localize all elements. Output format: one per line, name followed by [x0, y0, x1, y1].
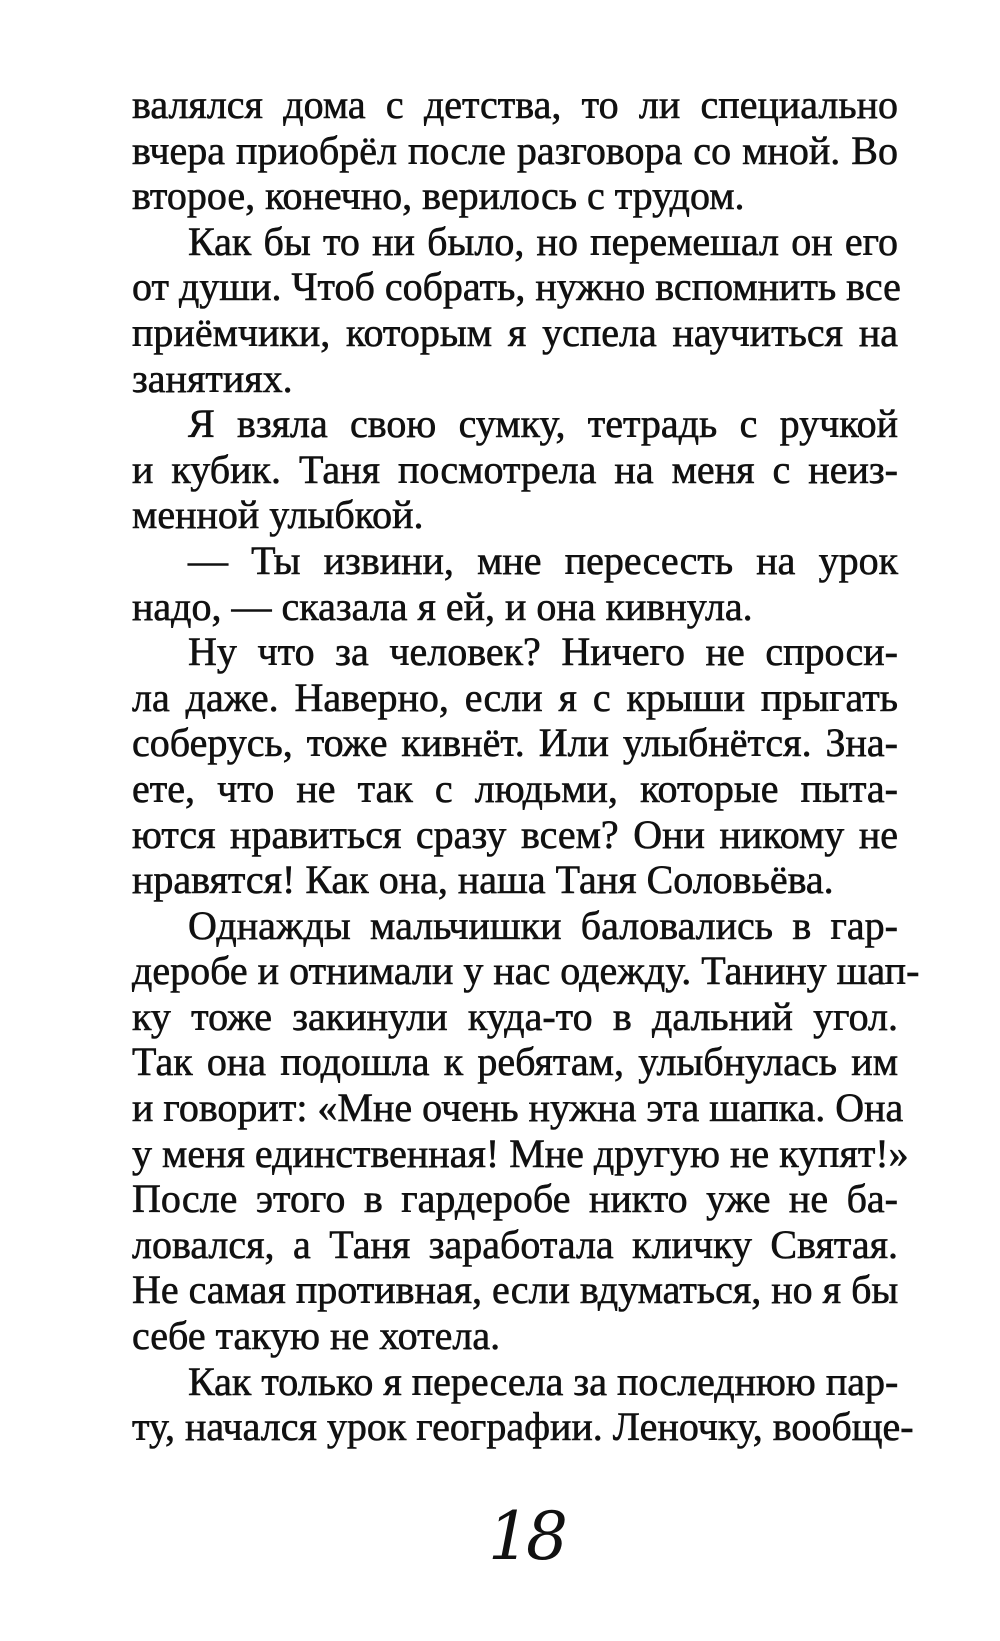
text-line: и говорит: «Мне очень нужна эта шапка. Она: [132, 1085, 904, 1131]
text-line: от души. Чтоб собрать, нужно вспомнить все: [132, 264, 901, 310]
text-line: ете, что не так с людьми, которые пыта-: [132, 765, 898, 811]
text-line: себе такую не хотела.: [132, 1313, 501, 1359]
page-text: [132, 82, 920, 1450]
text-line: соберусь, тоже кивнёт. Или улыбнётся. Зна-: [132, 720, 898, 766]
text-line: ловался, а Таня заработала кличку Святая.: [132, 1221, 898, 1267]
text-line: второе, конечно, верилось с трудом.: [132, 173, 745, 219]
text-line: нравятся! Как она, наша Таня Соловьёва.: [132, 857, 834, 903]
text-line: и кубик. Таня посмотрела на меня с неиз-: [132, 446, 898, 492]
text-line: ку тоже закинули куда-то в дальний угол.: [132, 993, 898, 1039]
text-line: Ну что за человек? Ничего не спроси-: [188, 629, 898, 675]
text-line: деробе и отнимали у нас одежду. Танину шап-: [132, 948, 920, 994]
text-line: Как бы то ни было, но перемешал он его: [188, 218, 898, 264]
text-line: ту, начался урок географии. Леночку, вообще-: [132, 1404, 914, 1450]
text-line: менной улыбкой.: [132, 492, 424, 538]
text-line: у меня единственная! Мне другую не купят!»: [132, 1130, 909, 1176]
text-line: Однажды мальчишки баловались в гар-: [188, 902, 898, 948]
text-line: валялся дома с детства, то ли специально: [132, 82, 898, 127]
text-line: Так она подошла к ребятам, улыбнулась им: [132, 1039, 898, 1085]
text-line: ла даже. Наверно, если я с крыши прыгать: [132, 674, 898, 720]
text-line: Как только я пересела за последнюю пар-: [188, 1358, 899, 1404]
page-number: 18: [488, 1498, 564, 1575]
text-line: занятиях.: [132, 355, 293, 401]
text-line: надо, — сказала я ей, и она кивнула.: [132, 583, 753, 629]
text-line: ются нравиться сразу всем? Они никому не: [132, 811, 898, 857]
text-line: — Ты извини, мне пересесть на урок: [188, 537, 898, 583]
text-line: приёмчики, которым я успела научиться на: [132, 309, 898, 355]
text-line: вчера приобрёл после разговора со мной. Во: [132, 127, 898, 173]
text-line: Я взяла свою сумку, тетрадь с ручкой: [188, 401, 898, 447]
text-line: После этого в гардеробе никто уже не ба-: [132, 1176, 898, 1222]
text-line: Не самая противная, если вдуматься, но я бы: [132, 1267, 899, 1313]
